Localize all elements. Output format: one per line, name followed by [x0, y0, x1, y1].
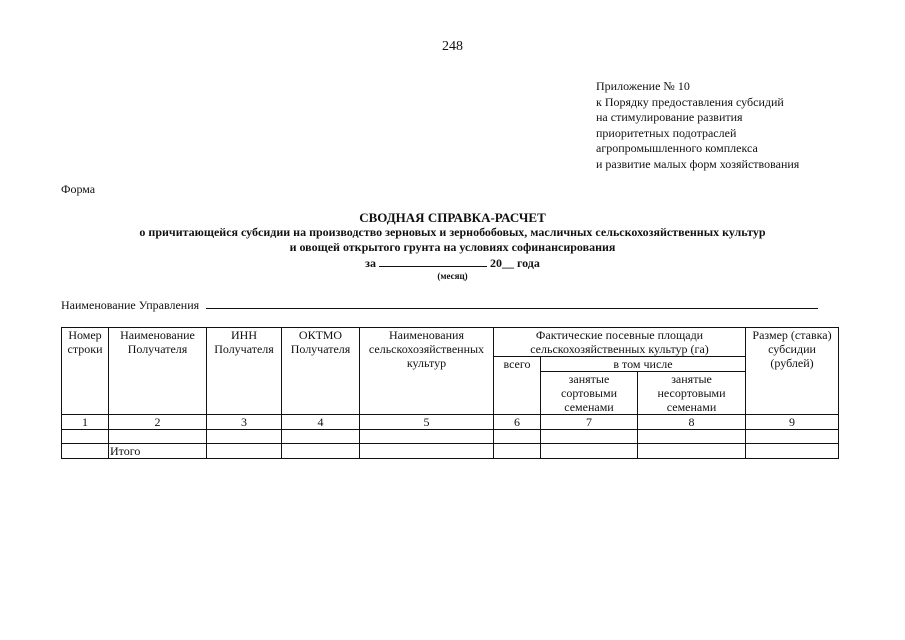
- table-cell: [360, 444, 494, 459]
- title-subline: о причитающейся субсидии на производство зерновых и зернобобовых, масличных сельскохозяйственных культур: [139, 225, 766, 239]
- header-non-varietal: занятые несортовыми семенами: [638, 372, 746, 415]
- header-row: [62, 328, 839, 357]
- table-cell: [62, 430, 109, 444]
- calculation-table: [61, 327, 839, 459]
- appendix-line: агропромышленного комплекса: [596, 141, 758, 155]
- table-cell: [638, 444, 746, 459]
- table-cell: [62, 444, 109, 459]
- table-cell: [541, 444, 638, 459]
- header-varietal: занятые сортовыми семенами: [541, 372, 638, 415]
- column-number: 7: [541, 415, 638, 430]
- month-blank-line: [379, 255, 487, 267]
- appendix-line: и развитие малых форм хозяйствования: [596, 156, 800, 171]
- table-cell: [541, 430, 638, 444]
- table-cell: [282, 430, 360, 444]
- appendix-line: Приложение № 10: [596, 79, 690, 93]
- header-row-number: Номер строки: [62, 328, 109, 415]
- column-number: 6: [494, 415, 541, 430]
- department-blank-line: [206, 297, 818, 309]
- table-cell: [746, 430, 839, 444]
- total-label: Итого: [109, 444, 207, 459]
- header-oktmo: ОКТМО Получателя: [282, 328, 360, 415]
- title-subline: и овощей открытого грунта на условиях софинансирования: [289, 240, 616, 254]
- form-label: Форма: [61, 182, 96, 196]
- department-label: Наименование Управления: [61, 298, 200, 312]
- table-cell: [207, 444, 282, 459]
- table-cell: [109, 430, 207, 444]
- table-row: [62, 430, 839, 444]
- column-number: 2: [109, 415, 207, 430]
- column-number: 9: [746, 415, 839, 430]
- header-subsidy: Размер (ставка) субсидии (рублей): [746, 328, 839, 415]
- table-cell: [282, 444, 360, 459]
- table-cell: [638, 430, 746, 444]
- column-number: 4: [282, 415, 360, 430]
- header-crops: Наименования сельскохозяйственных культур: [360, 328, 494, 415]
- header-areas: Фактические посевные площади сельскохозяйственных культур (га): [494, 328, 746, 357]
- column-number: 5: [360, 415, 494, 430]
- total-row: [62, 444, 839, 459]
- appendix-line: на стимулирование развития: [596, 110, 743, 124]
- header-recipient-name: Наименование Получателя: [109, 328, 207, 415]
- period-year: 20__ года: [489, 256, 540, 270]
- appendix-line: приоритетных подотраслей: [596, 125, 737, 140]
- appendix-line: к Порядку предоставления субсидий: [596, 94, 784, 109]
- period-prefix: за: [365, 256, 376, 270]
- month-hint: (месяц): [437, 271, 468, 281]
- page-number: 248: [442, 39, 463, 54]
- table-cell: [207, 430, 282, 444]
- table-cell: [360, 430, 494, 444]
- document-title: [0, 210, 905, 271]
- department-row: [61, 297, 818, 313]
- header-inn: ИНН Получателя: [207, 328, 282, 415]
- header-including: в том числе: [541, 357, 746, 372]
- column-number: 1: [62, 415, 109, 430]
- table-cell: [494, 430, 541, 444]
- column-number-row: [62, 415, 839, 430]
- table-cell: [494, 444, 541, 459]
- title-main: СВОДНАЯ СПРАВКА-РАСЧЕТ: [359, 210, 546, 225]
- header-total: всего: [494, 357, 541, 415]
- period-line: [0, 255, 905, 271]
- column-number: 3: [207, 415, 282, 430]
- appendix-note: [596, 79, 799, 172]
- table-cell: [746, 444, 839, 459]
- column-number: 8: [638, 415, 746, 430]
